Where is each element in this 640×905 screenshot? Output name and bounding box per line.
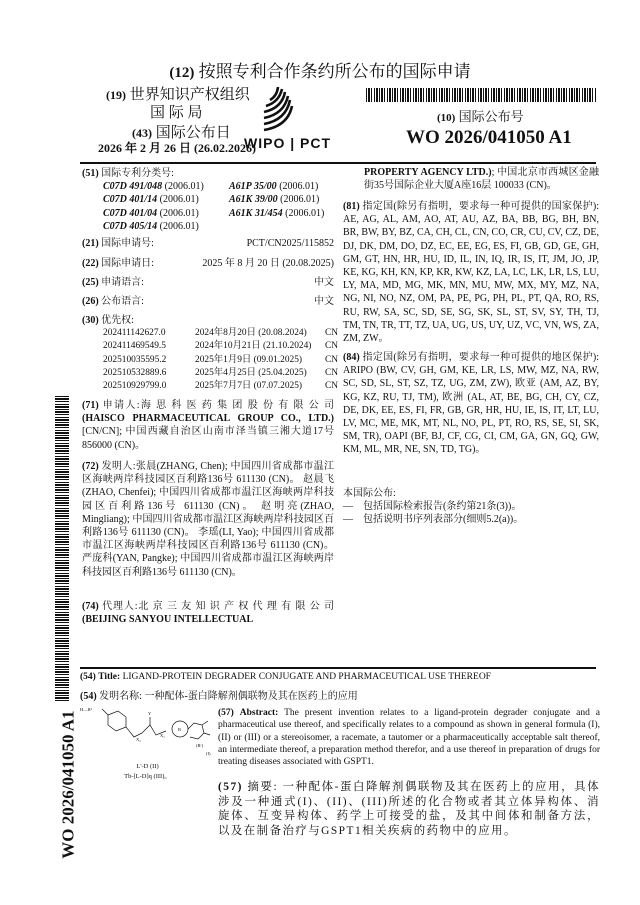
code: A61K 39/00 (229, 194, 278, 206)
field-number: (81) (343, 201, 360, 212)
priority-no: 202510035595.2 (103, 354, 167, 365)
priority-date: 2025年7月7日 (07.07.2025) (195, 381, 303, 392)
field-number: (21) (82, 238, 99, 249)
agent-zh: 北 京 三 友 知 识 产 权 代 理 有 限 公 司 (137, 601, 335, 612)
inventors (82, 460, 334, 579)
abstract-text: The present invention relates to a ligand-protein degrader conjugate and a pharmaceutical use thereof, and specifically relates to a compound as shown in general formula (I), (II) or (III) or a stereoisomer, a racemate, a tautomer or a pharmaceutically acceptable salt thereof, an intermediate thereof, a preparation method therefor, and a use thereof in preparation of drugs for treating diseases associated with GSPT1. (218, 708, 600, 768)
field-number: (19) (106, 88, 126, 102)
label: 发明人: (101, 461, 136, 472)
code: A61K 31/454 (229, 207, 283, 219)
value: 中文 (314, 277, 334, 288)
field-number: (25) (82, 277, 99, 288)
formula-label-i: (I) (206, 751, 211, 756)
barcode (366, 88, 596, 102)
dash: — (343, 514, 353, 526)
side-publication-number: WO 2026/041050 A1 (58, 710, 78, 859)
formula-ii: L'-D (II) (136, 763, 159, 771)
field-number: (26) (82, 296, 99, 307)
label: 指定国(除另有指明，要求每一种可提供的国家保护): (362, 201, 599, 212)
wipo-pct-logo-text: WIPO | PCT (244, 135, 332, 151)
label: 代理人: (102, 601, 138, 612)
applicant-name: (HAISCO PHARMACEUTICAL GROUP CO., LTD.) (82, 413, 334, 425)
code: A61P 35/00 (229, 181, 277, 193)
label: 公布语言: (101, 296, 144, 307)
published-with (343, 487, 599, 527)
formula-label-rc: (Rᶜ) (196, 743, 204, 748)
ipc-code (103, 193, 229, 206)
code: C07D 405/14 (103, 220, 158, 232)
ipc-classification (82, 167, 334, 233)
ipc-code (229, 180, 355, 193)
priority-date: 2025年4月25日 (25.04.2025) (195, 367, 307, 378)
ipc-code (103, 220, 229, 233)
field-number: (10) (437, 112, 456, 124)
label: 国际申请号: (101, 238, 154, 249)
version: (2006.01) (285, 207, 325, 219)
ipc-code (229, 207, 355, 220)
formula-label-y: Y (148, 711, 152, 716)
agent-address: ; 中国北京市西城区金融街35号国际企业大厦A座16层 100033 (CN)。 (364, 167, 599, 192)
agent-name: PROPERTY AGENCY LTD.) (364, 167, 492, 178)
ipc-code (103, 180, 229, 193)
value: PCT/CN2025/115852 (246, 238, 334, 249)
label: 申请人: (102, 400, 140, 411)
agent-name: (BEIJING SANYOU INTELLECTUAL (82, 614, 254, 626)
filing-language (82, 276, 334, 289)
agent (82, 600, 334, 626)
application-number (82, 237, 334, 250)
version: (2006.01) (159, 220, 199, 232)
formula-iii: Tb-[L-D]q (III)。 (124, 773, 171, 781)
code: C07D 491/048 (103, 181, 163, 193)
title-text: 一种配体-蛋白降解剂偶联物及其在医药上的应用 (144, 691, 358, 702)
formula-i-drawing (80, 703, 215, 758)
abstract-text: 一种配体-蛋白降解剂偶联物及其在医药上的应用，具体涉及一种通式(I)、(II)、(III)所述的化合物或者其立体异构体、消旋体、互变异构体、药学上可接受的盐，及其中间体和制备方法，以及在制备治疗与GSPT1相关疾病的药物中的应用。 (218, 781, 600, 837)
priority-cc: CN (325, 341, 339, 352)
formula-label-x2: X₂ (136, 737, 141, 742)
organization (106, 86, 250, 104)
dash: — (343, 501, 353, 513)
label: 优先权: (101, 315, 134, 326)
bureau: 国 际 局 (150, 105, 203, 121)
publication-date: 2026 年 2 月 26 日 (26.02.2026) (98, 141, 256, 155)
inventors-text: 张晨(ZHANG, Chen); 中国四川省成都市温江区海峡两岸科技园区百利路136号 611130 (CN)。 赵晨飞(ZHAO, Chenfei); 中国四川省成都市温江区海峡两岸科技园区百利路136号 611130 (CN)。 赵明亮(ZHAO, Mingliang); 中国四川省成都市温江区海峡两岸科技园区百利路136号 611130 (CN)。 李瑶(LI, Yao); 中国四川省成都市温江区海峡两岸科技园区百利路136号 611130 (CN)。 严庞科(YAN, Pangke); 中国四川省成都市温江区海峡两岸科技园区百利路136号 611130 (CN)。 (82, 461, 335, 578)
field-number: (57) (218, 781, 243, 793)
field-number: (74) (82, 601, 99, 612)
field-number: (54) (80, 691, 97, 702)
priority-no: 202411142627.0 (103, 328, 166, 339)
published-item: 包括说明书序列表部分(细则5.2(a))。 (363, 514, 524, 526)
priority-cc: CN (325, 381, 339, 392)
publication-date-label (132, 124, 231, 142)
field-number: (71) (82, 400, 99, 411)
field-number: (54) (80, 672, 96, 682)
code: C07D 401/04 (103, 207, 158, 219)
title-chinese (80, 690, 358, 703)
applicant-zh: 海 思 科 医 药 集 团 股 份 有 限 公 司 (139, 400, 335, 411)
version: (2006.01) (164, 181, 204, 193)
field-number: (57) (218, 708, 234, 718)
divider (80, 162, 596, 164)
value: 中文 (314, 296, 334, 307)
formula-label-b: B (178, 727, 182, 732)
wipo-logo-icon (258, 84, 302, 136)
label: Abstract: (239, 708, 279, 718)
country-list: AE, AG, AL, AM, AO, AT, AU, AZ, BA, BB, BG, BH, BN, BR, BW, BY, BZ, CA, CH, CL, CN, CO, CR, CU, CV, CZ, DE, DJ, DK, DM, DO, DZ, EC, EE, EG, ES, FI, GB, GD, GE, GH, GM, GT, HN, HR, HU, ID, IL, IN, IQ, IR, IS, IT, JM, JO, JP, KE, KG, KH, KN, KP, KR, KW, KZ, LA, LC, LK, LR, LS, LU, LY, MA, MD, MG, MK, MN, MU, MW, MX, MY, MZ, NA, NG, NI, NO, NZ, OM, PA, PE, PG, PH, PL, PT, QA, RO, RS, RU, RW, SA, SC, SD, SE, SG, SK, SL, ST, SV, SY, TH, TJ, TM, TN, TR, TT, TZ, UA, UG, US, UY, UZ, VC, VN, WS, ZA, ZM, ZW。 (343, 214, 600, 345)
designated-states-regional (343, 351, 599, 457)
chemical-structure (80, 703, 215, 781)
priority-cc: CN (325, 328, 339, 339)
label: 国际申请日: (101, 258, 154, 269)
agent-continued (343, 166, 599, 192)
ipc-code (229, 193, 355, 206)
priority-cc: CN (325, 354, 339, 365)
priority-date: 2025年1月9日 (09.01.2025) (195, 354, 303, 365)
country-list: ARIPO (BW, CV, GH, GM, KE, LR, LS, MW, MZ, NA, RW, SC, SD, SL, ST, SZ, TZ, UG, ZM, ZW), 欧亚 (AM, AZ, BY, KG, KZ, RU, TJ, TM), 欧洲 (AL, AT, BE, BG, CH, CY, CZ, DE, DK, EE, ES, FI, FR, GB, GR, HR, HU, IE, IS, IT, LT, LU, LV, MC, ME, MK, MT, NL, NO, PL, PT, RO, RS, SE, SI, SK, SM, TR), OAPI (BF, BJ, CF, CG, CI, CM, GA, GN, GQ, GW, KM, ML, MR, NE, SN, TD, TG)。 (343, 365, 599, 456)
applicant (82, 399, 334, 452)
abstract-chinese (218, 780, 600, 838)
applicant-address: [CN/CN]; 中国西藏自治区山南市泽当镇三湘大道17号 856000 (CN)。 (82, 426, 334, 451)
version: (2006.01) (159, 194, 199, 206)
label: 摘要: (247, 781, 279, 793)
priority-cc: CN (325, 367, 339, 378)
label: 本国际公布: (343, 488, 396, 499)
label: 国际专利分类号: (101, 168, 174, 179)
priority-no: 202510929799.0 (103, 381, 167, 392)
side-barcode (55, 396, 69, 701)
ipc-code (103, 207, 229, 220)
priority-no: 202411469549.5 (103, 341, 166, 352)
publication-number: WO 2026/041050 A1 (406, 127, 572, 148)
code: C07D 401/14 (103, 194, 158, 206)
label: 申请语言: (101, 277, 144, 288)
title-english (80, 671, 491, 684)
field-number: (30) (82, 315, 99, 326)
field-number: (72) (82, 461, 99, 472)
version: (2006.01) (159, 207, 199, 219)
filing-date (82, 257, 334, 270)
priority-date: 2024年8月20日 (20.08.2024) (195, 328, 307, 339)
document-type-heading (0, 62, 640, 83)
priority-no: 202510532889.6 (103, 367, 167, 378)
formula-label-r1: H—R¹ (80, 707, 93, 712)
publication-language (82, 295, 334, 308)
priority-data (82, 314, 339, 393)
value: 2025 年 8 月 20 日 (20.08.2025) (202, 258, 334, 269)
field-number: (84) (343, 352, 360, 363)
label: 发明名称: (99, 691, 142, 702)
label: 国际公布号 (458, 109, 524, 124)
publication-number-label (437, 110, 524, 125)
designated-states-national (343, 200, 599, 345)
priority-date: 2024年10月21日 (21.10.2024) (195, 341, 312, 352)
organization-name: 世界知识产权组织 (129, 87, 250, 103)
version: (2006.01) (280, 194, 320, 206)
label: 指定国(除另有指明，要求每一种可提供的地区保护): (362, 352, 599, 363)
label: 国际公布日 (155, 125, 231, 141)
field-number: (22) (82, 258, 99, 269)
document-type: 按照专利合作条约所公布的国际申请 (198, 62, 471, 81)
field-number: (51) (82, 168, 99, 179)
published-item: 包括国际检索报告(条约第21条(3))。 (363, 501, 522, 513)
field-number: (12) (169, 65, 195, 81)
title-text: LIGAND-PROTEIN DEGRADER CONJUGATE AND PHARMACEUTICAL USE THEREOF (122, 672, 491, 682)
label: Title: (98, 672, 121, 682)
abstract-english (218, 707, 600, 768)
formula-label-x1: X₁ (160, 733, 165, 738)
version: (2006.01) (279, 181, 319, 193)
field-number: (43) (132, 126, 152, 140)
divider (80, 667, 596, 669)
